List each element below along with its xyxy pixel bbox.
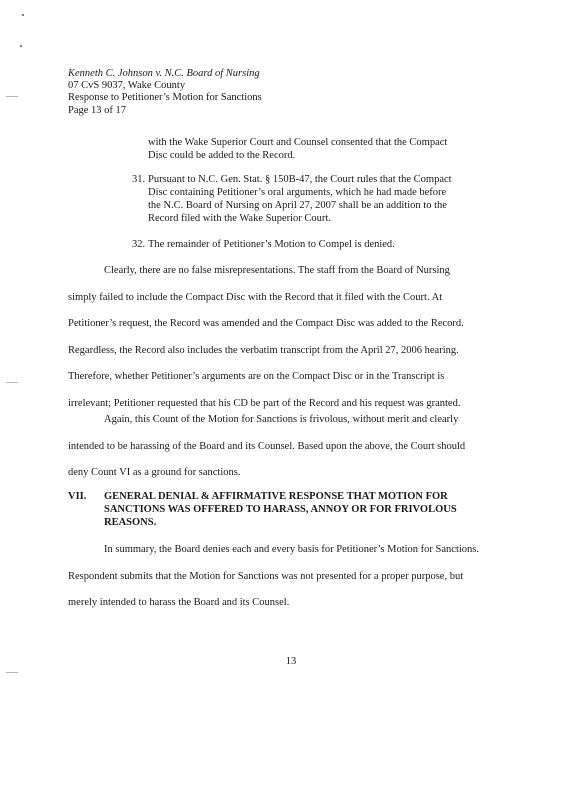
paragraph-line: Regardless, the Record also includes the verbatim transcript from the April 27, 2006 hearing.	[68, 344, 459, 356]
case-name: Kenneth C. Johnson v. N.C. Board of Nursing	[68, 68, 260, 79]
case-number: 07 CvS 9037, Wake County	[68, 80, 186, 92]
continued-item	[148, 136, 447, 162]
body-paragraph	[68, 264, 524, 424]
paragraph-line: Petitioner’s request, the Record was amended and the Compact Disc was added to the Record.	[68, 318, 464, 330]
paragraph-line: merely intended to harass the Board and its Counsel.	[68, 597, 290, 609]
paragraph-line: In summary, the Board denies each and every basis for Petitioner’s Motion for Sanctions.	[104, 544, 479, 555]
numbered-item-32	[132, 238, 395, 251]
section-numeral: VII.	[68, 491, 87, 502]
paragraph-line: irrelevant; Petitioner requested that his CD be part of the Record and his request was granted.	[68, 397, 461, 409]
item-number: 32.	[132, 239, 146, 250]
item-line: The remainder of Petitioner’s Motion to Compel is denied.	[148, 239, 395, 250]
section-title	[104, 490, 514, 529]
page-header	[68, 68, 262, 117]
item-number: 31.	[132, 174, 146, 185]
page-of-indicator: Page 13 of 17	[68, 104, 127, 116]
section-title-line: REASONS.	[104, 517, 157, 528]
scan-edge-mark	[6, 672, 18, 673]
section-title-line: SANCTIONS WAS OFFERED TO HARASS, ANNOY OR FOR FRIVOLOUS	[104, 504, 457, 515]
scan-speck	[20, 45, 22, 47]
body-paragraph	[68, 413, 524, 493]
paragraph-line: Therefore, whether Petitioner’s arguments are on the Compact Disc or in the Transcript is	[68, 371, 445, 383]
paragraph-line: Respondent submits that the Motion for Sanctions was not presented for a proper purpose, but	[68, 570, 464, 582]
paragraph-line: simply failed to include the Compact Disc with the Record that it filed with the Court. At	[68, 291, 443, 303]
paragraph-line: Again, this Count of the Motion for Sanctions is frivolous, without merit and clearly	[104, 414, 459, 425]
paragraph-line: Clearly, there are no false misrepresentations. The staff from the Board of Nursing	[104, 265, 450, 276]
section-title-line: GENERAL DENIAL & AFFIRMATIVE RESPONSE THAT MOTION FOR	[104, 491, 448, 502]
scan-speck	[22, 14, 24, 16]
item-line: Record filed with the Wake Superior Court.	[148, 213, 331, 224]
item-line: Disc containing Petitioner’s oral arguments, which he had made before	[148, 187, 447, 198]
paragraph-line: deny Count VI as a ground for sanctions.	[68, 467, 241, 479]
page-number: 13	[285, 656, 297, 667]
continued-line: with the Wake Superior Court and Counsel consented that the Compact	[148, 137, 448, 148]
item-line: Pursuant to N.C. Gen. Stat. § 150B-47, the Court rules that the Compact	[148, 174, 452, 185]
paragraph-line: intended to be harassing of the Board and its Counsel. Based upon the above, the Court should	[68, 440, 466, 452]
scan-edge-mark	[6, 382, 18, 383]
numbered-item-31	[132, 173, 452, 225]
continued-line: Disc could be added to the Record.	[148, 150, 296, 161]
body-paragraph	[68, 543, 524, 623]
document-title: Response to Petitioner’s Motion for Sanctions	[68, 92, 262, 104]
item-line: the N.C. Board of Nursing on April 27, 2007 shall be an addition to the	[148, 200, 447, 211]
scan-edge-mark	[6, 96, 18, 97]
